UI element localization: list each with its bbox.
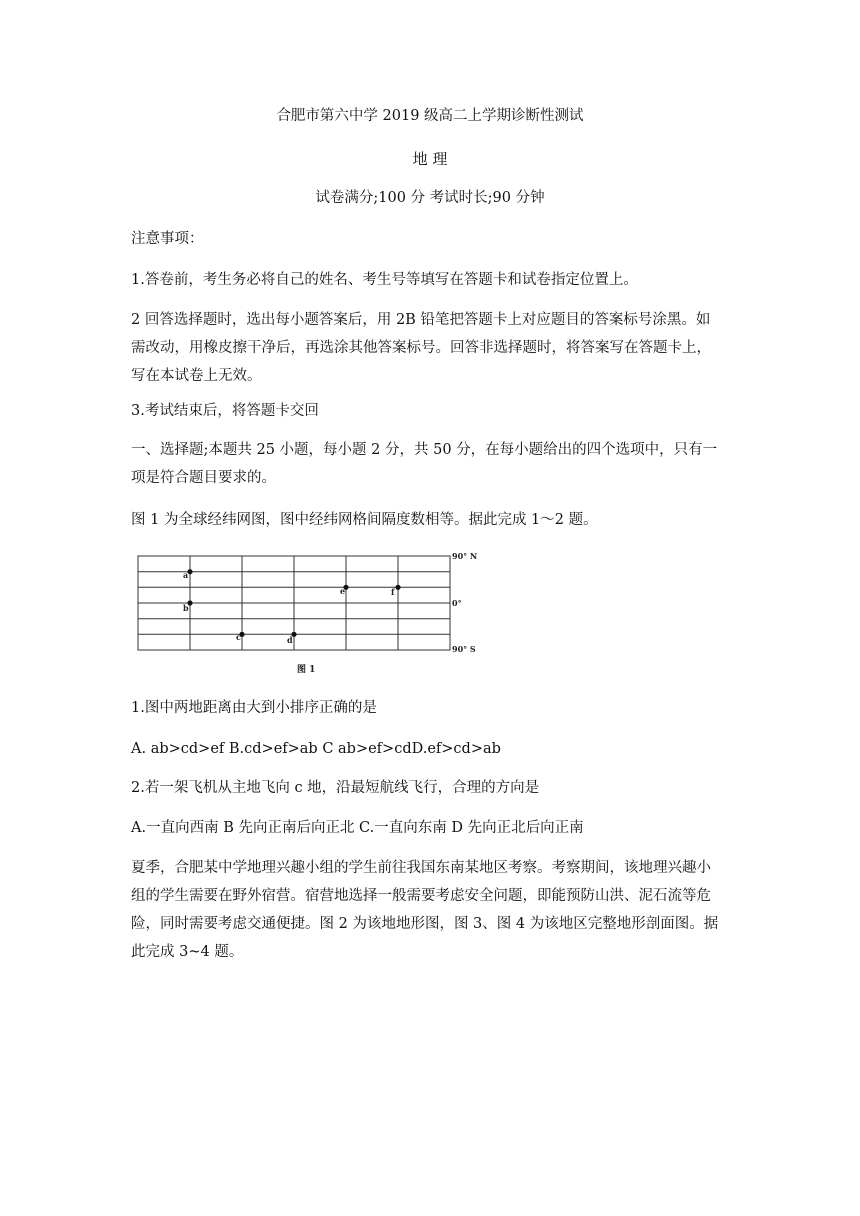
section-1-intro: [131, 436, 731, 492]
notice-item-1: 1.答卷前，考生务必将自己的姓名、考生号等填写在答题卡和试卷指定位置上。: [131, 272, 638, 288]
graticule-figure: [129, 548, 481, 678]
figure-1-caption: 图 1: [297, 665, 316, 675]
question-1: 1.图中两地距离由大到小排序正确的是: [131, 700, 377, 716]
point-e-label: e: [340, 586, 346, 596]
notice-item-2-line: 写在本试卷上无效。: [131, 368, 262, 384]
point-c-label: c: [236, 632, 241, 642]
question-1-options: A. ab>cd>ef B.cd>ef>ab C ab>ef>cdD.ef>cd>ab: [131, 741, 501, 757]
question-2: 2.若一架飞机从主地飞向 c 地，沿最短航线飞行，合理的方向是: [131, 780, 540, 796]
section-1-intro-line: 一、选择题;本题共 25 小题，每小题 2 分，共 50 分，在每小题给出的四个选项中，只有一: [131, 442, 718, 458]
exam-info: 试卷满分;100 分 考试时长;90 分钟: [315, 190, 545, 206]
notice-item-2-line: 需改动，用橡皮擦干净后，再选涂其他答案标号。回答非选择题时，将答案写在答题卡上，: [131, 340, 711, 356]
subject-title: 地 理: [412, 150, 448, 168]
figure-1-lead: 图 1 为全球经纬网图，图中经纬网格间隔度数相等。据此完成 1～2 题。: [131, 512, 598, 528]
exam-title: 合肥市第六中学 2019 级高二上学期诊断性测试: [276, 108, 584, 124]
passage-paragraph: [131, 854, 731, 966]
passage-line: 险，同时需要考虑交通便捷。图 2 为该地地形图，图 3、图 4 为该地区完整地形剖面图。据: [131, 916, 719, 932]
point-a-label: a: [183, 570, 189, 580]
question-2-options: A.一直向西南 B 先向正南后向正北 C.一直向东南 D 先向正北后向正南: [131, 820, 584, 836]
notice-item-2-line: 2 回答选择题时，选出每小题答案后，用 2B 铅笔把答题卡上对应题目的答案标号涂黑。如: [131, 312, 711, 328]
passage-line: 此完成 3~4 题。: [131, 944, 244, 960]
lat-label-south: 90° S: [452, 644, 476, 654]
notice-heading: 注意事项：: [131, 231, 204, 247]
lat-label-equator: 0°: [452, 598, 462, 608]
passage-line: 组的学生需要在野外宿营。宿营地选择一般需要考虑安全问题，即能预防山洪、泥石流等危: [131, 888, 711, 904]
notice-item-3: 3.考试结束后，将答题卡交回: [131, 403, 319, 419]
point-f-label: f: [391, 587, 395, 597]
point-d-label: d: [287, 635, 293, 645]
point-f-marker: [395, 585, 400, 590]
passage-line: 夏季，合肥某中学地理兴趣小组的学生前往我国东南某地区考察。考察期间，该地理兴趣小: [131, 860, 711, 876]
lat-label-north: 90° N: [452, 551, 478, 561]
notice-item-2: [131, 306, 731, 390]
section-1-intro-line: 项是符合题目要求的。: [131, 470, 276, 486]
point-b-label: b: [183, 603, 189, 613]
